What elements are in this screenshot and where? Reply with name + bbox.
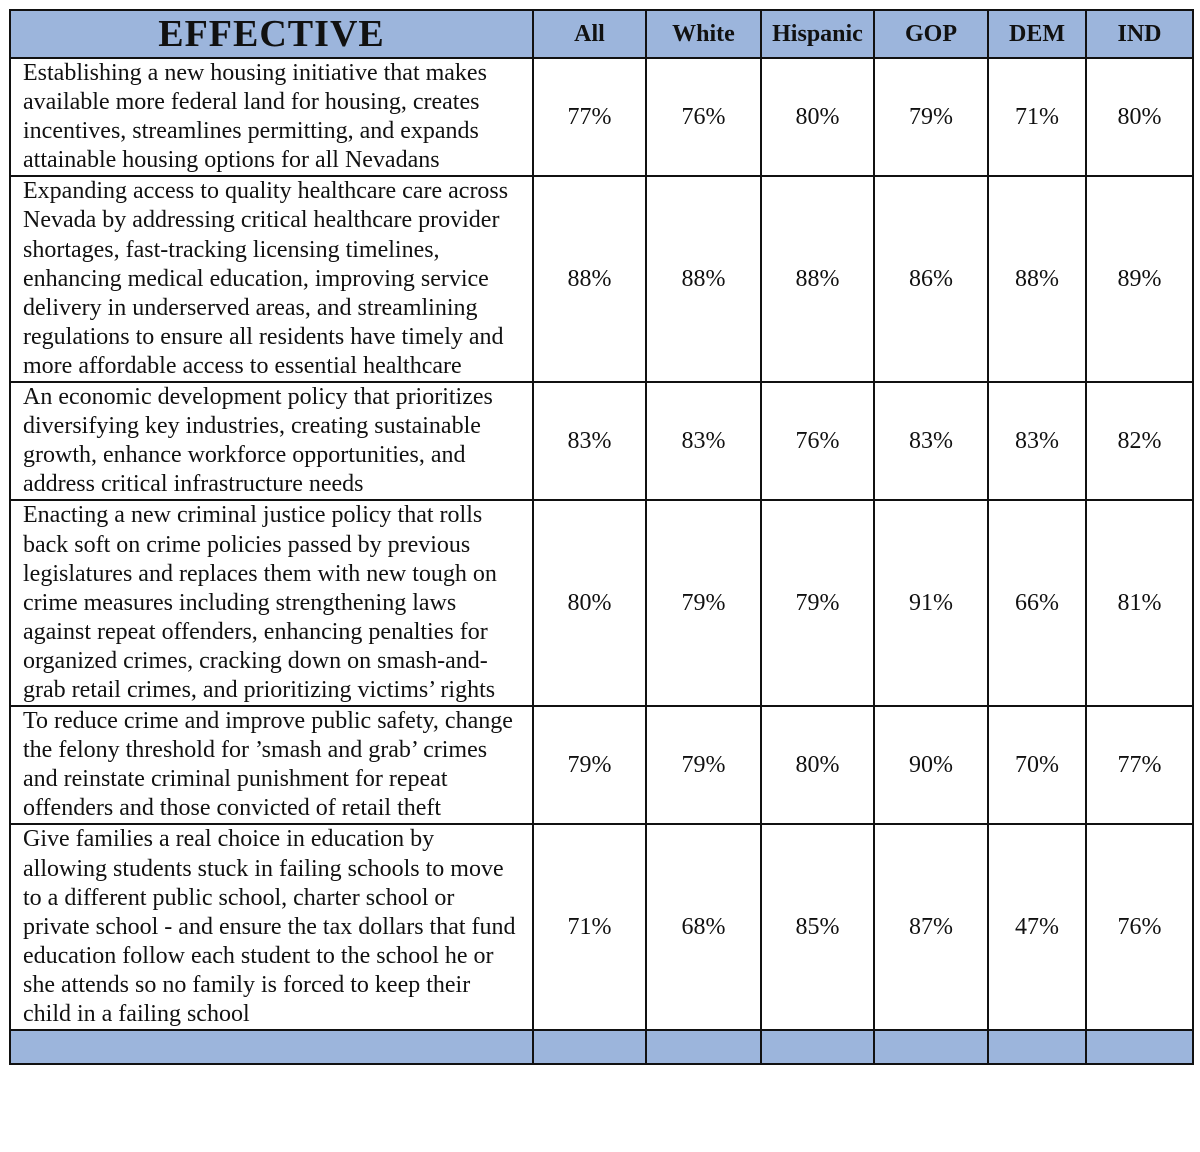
- policy-description: Expanding access to quality healthcare care across Nevada by addressing critical healthcare provider shortages, fast-tracking licensing timelines, enhancing medical education, improving service delivery in underserved areas, and streamlining regulations to ensure all residents have timely and more affordable access to essential healthcare: [10, 176, 533, 382]
- footer-cell: [761, 1030, 874, 1064]
- column-header-gop: GOP: [874, 10, 988, 58]
- footer-cell: [874, 1030, 988, 1064]
- value-hispanic: 85%: [761, 824, 874, 1030]
- table-row: [10, 382, 1193, 500]
- value-ind: 77%: [1086, 706, 1193, 824]
- value-ind: 89%: [1086, 176, 1193, 382]
- value-white: 83%: [646, 382, 761, 500]
- footer-cell: [533, 1030, 646, 1064]
- value-gop: 87%: [874, 824, 988, 1030]
- value-dem: 47%: [988, 824, 1086, 1030]
- value-hispanic: 80%: [761, 706, 874, 824]
- column-header-dem: DEM: [988, 10, 1086, 58]
- value-white: 68%: [646, 824, 761, 1030]
- footer-cell: [10, 1030, 533, 1064]
- value-all: 88%: [533, 176, 646, 382]
- value-gop: 79%: [874, 58, 988, 176]
- value-dem: 71%: [988, 58, 1086, 176]
- value-ind: 76%: [1086, 824, 1193, 1030]
- value-all: 71%: [533, 824, 646, 1030]
- footer-cell: [1086, 1030, 1193, 1064]
- table-row: [10, 500, 1193, 706]
- table-row: [10, 176, 1193, 382]
- column-header-ind: IND: [1086, 10, 1193, 58]
- value-gop: 83%: [874, 382, 988, 500]
- value-hispanic: 79%: [761, 500, 874, 706]
- policy-description: Give families a real choice in education by allowing students stuck in failing schools to move to a different public school, charter school or private school - and ensure the tax dollars that fund education follow each student to the school he or she attends so no family is forced to keep their child in a failing school: [10, 824, 533, 1030]
- value-dem: 88%: [988, 176, 1086, 382]
- value-ind: 81%: [1086, 500, 1193, 706]
- value-gop: 90%: [874, 706, 988, 824]
- table-title: EFFECTIVE: [10, 10, 533, 58]
- column-header-hispanic: Hispanic: [761, 10, 874, 58]
- value-all: 77%: [533, 58, 646, 176]
- value-dem: 70%: [988, 706, 1086, 824]
- value-white: 88%: [646, 176, 761, 382]
- value-gop: 91%: [874, 500, 988, 706]
- value-ind: 82%: [1086, 382, 1193, 500]
- column-header-all: All: [533, 10, 646, 58]
- footer-row: [10, 1030, 1193, 1064]
- table-row: [10, 824, 1193, 1030]
- footer-cell: [988, 1030, 1086, 1064]
- value-dem: 66%: [988, 500, 1086, 706]
- value-all: 80%: [533, 500, 646, 706]
- results-table: [9, 9, 1194, 1065]
- value-hispanic: 76%: [761, 382, 874, 500]
- policy-description: To reduce crime and improve public safety, change the felony threshold for ’smash and grab’ crimes and reinstate criminal punishment for repeat offenders and those convicted of retail theft: [10, 706, 533, 824]
- value-white: 79%: [646, 500, 761, 706]
- footer-cell: [646, 1030, 761, 1064]
- table-row: [10, 58, 1193, 176]
- value-hispanic: 80%: [761, 58, 874, 176]
- value-white: 76%: [646, 58, 761, 176]
- header-row: [10, 10, 1193, 58]
- value-hispanic: 88%: [761, 176, 874, 382]
- value-gop: 86%: [874, 176, 988, 382]
- value-all: 83%: [533, 382, 646, 500]
- column-header-white: White: [646, 10, 761, 58]
- value-white: 79%: [646, 706, 761, 824]
- value-all: 79%: [533, 706, 646, 824]
- value-ind: 80%: [1086, 58, 1193, 176]
- value-dem: 83%: [988, 382, 1086, 500]
- policy-description: Enacting a new criminal justice policy that rolls back soft on crime policies passed by previous legislatures and replaces them with new tough on crime measures including strengthening laws against repeat offenders, enhancing penalties for organized crimes, cracking down on smash-and-grab retail crimes, and prioritizing victims’ rights: [10, 500, 533, 706]
- policy-description: An economic development policy that prioritizes diversifying key industries, creating sustainable growth, enhance workforce opportunities, and address critical infrastructure needs: [10, 382, 533, 500]
- table-row: [10, 706, 1193, 824]
- policy-description: Establishing a new housing initiative that makes available more federal land for housing, creates incentives, streamlines permitting, and expands attainable housing options for all Nevadans: [10, 58, 533, 176]
